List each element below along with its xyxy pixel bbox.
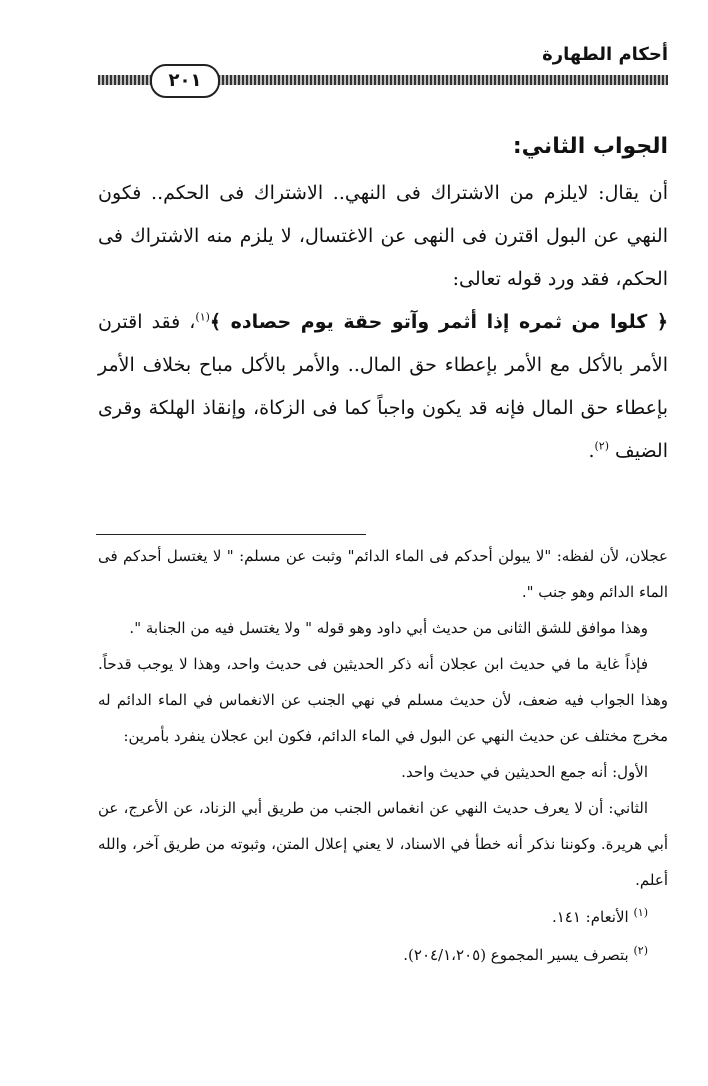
footnote-separator (96, 534, 366, 535)
footnote-1-text: الأنعام: ١٤١. (551, 908, 629, 926)
page-number: ٢٠١ (150, 64, 220, 98)
paragraph-2-text: ، فقد اقترن الأمر بالأكل مع الأمر بإعطاء حق المال.. والأمر بالأكل مباح بخلاف الأمر بإعطاء حق المال فإنه قد يكون واجباً كما فى الزكاة، وإنقاذ الهلكة وقرى الضيف (98, 311, 668, 462)
paragraph-1: أن يقال: لايلزم من الاشتراك فى النهي.. الاشتراك فى الحكم.. فكون النهي عن البول اقترن فى النهى عن الاغتسال، لا يلزم منه الاشتراك فى الحكم، فقد ورد قوله تعالى: (98, 182, 668, 290)
footnote-ref-2: (٢) (594, 439, 609, 453)
footnote-continued-1: عجلان، لأن لفظه: "لا يبولن أحدكم فى الماء الدائم" وثبت عن مسلم: " لا يغتسل أحدكم فى الماء الدائم وهو جنب ". (98, 547, 668, 601)
footnotes (98, 538, 668, 974)
footnote-1 (98, 898, 668, 936)
section-heading: الجواب الثاني: (512, 134, 668, 159)
paragraph-2-end: . (588, 440, 595, 462)
footnote-continued-2: وهذا موافق للشق الثانى من حديث أبي داود وهو قوله " ولا يغتسل فيه من الجنابة ". (129, 619, 648, 637)
main-text (98, 122, 668, 473)
footnote-1-marker: (١) (633, 906, 648, 919)
footnote-2-text: بتصرف يسير المجموع (٢٠٤/١،٢٠٥). (403, 946, 629, 964)
footnote-ref-1: (١) (195, 310, 210, 324)
footnote-continued-5: الثاني: أن لا يعرف حديث النهي عن انغماس الجنب من طريق أبي الزناد، عن الأعرج، عن أبي هريرة. وكوننا نذكر أنه خطأ في الاسناد، لا يعني إعلال المتن، وثبوته من طريق آخر، والله أعلم. (98, 799, 668, 889)
footnote-2-marker: (٢) (633, 944, 648, 957)
running-title: أحكام الطهارة (542, 44, 668, 65)
quran-verse: ﴿ كلوا من ثمره إذا أثمر وآتو حقة يوم حصاده ﴾ (209, 311, 668, 333)
footnote-continued-4: الأول: أنه جمع الحديثين في حديث واحد. (401, 763, 648, 781)
paragraph-2 (98, 301, 668, 473)
footnote-continued-3: فإذاً غاية ما في حديث ابن عجلان أنه ذكر الحديثين فى حديث واحد، وهذا لا يوجب قدحاً. وهذا الجواب فيه ضعف، لأن حديث مسلم في نهي الجنب عن الانغماس في الماء الدائم له مخرج مختلف عن حديث النهي عن البول في الماء الدائم، فكون ابن عجلان ينفرد بأمرين: (98, 655, 668, 745)
footnote-2 (98, 936, 668, 974)
